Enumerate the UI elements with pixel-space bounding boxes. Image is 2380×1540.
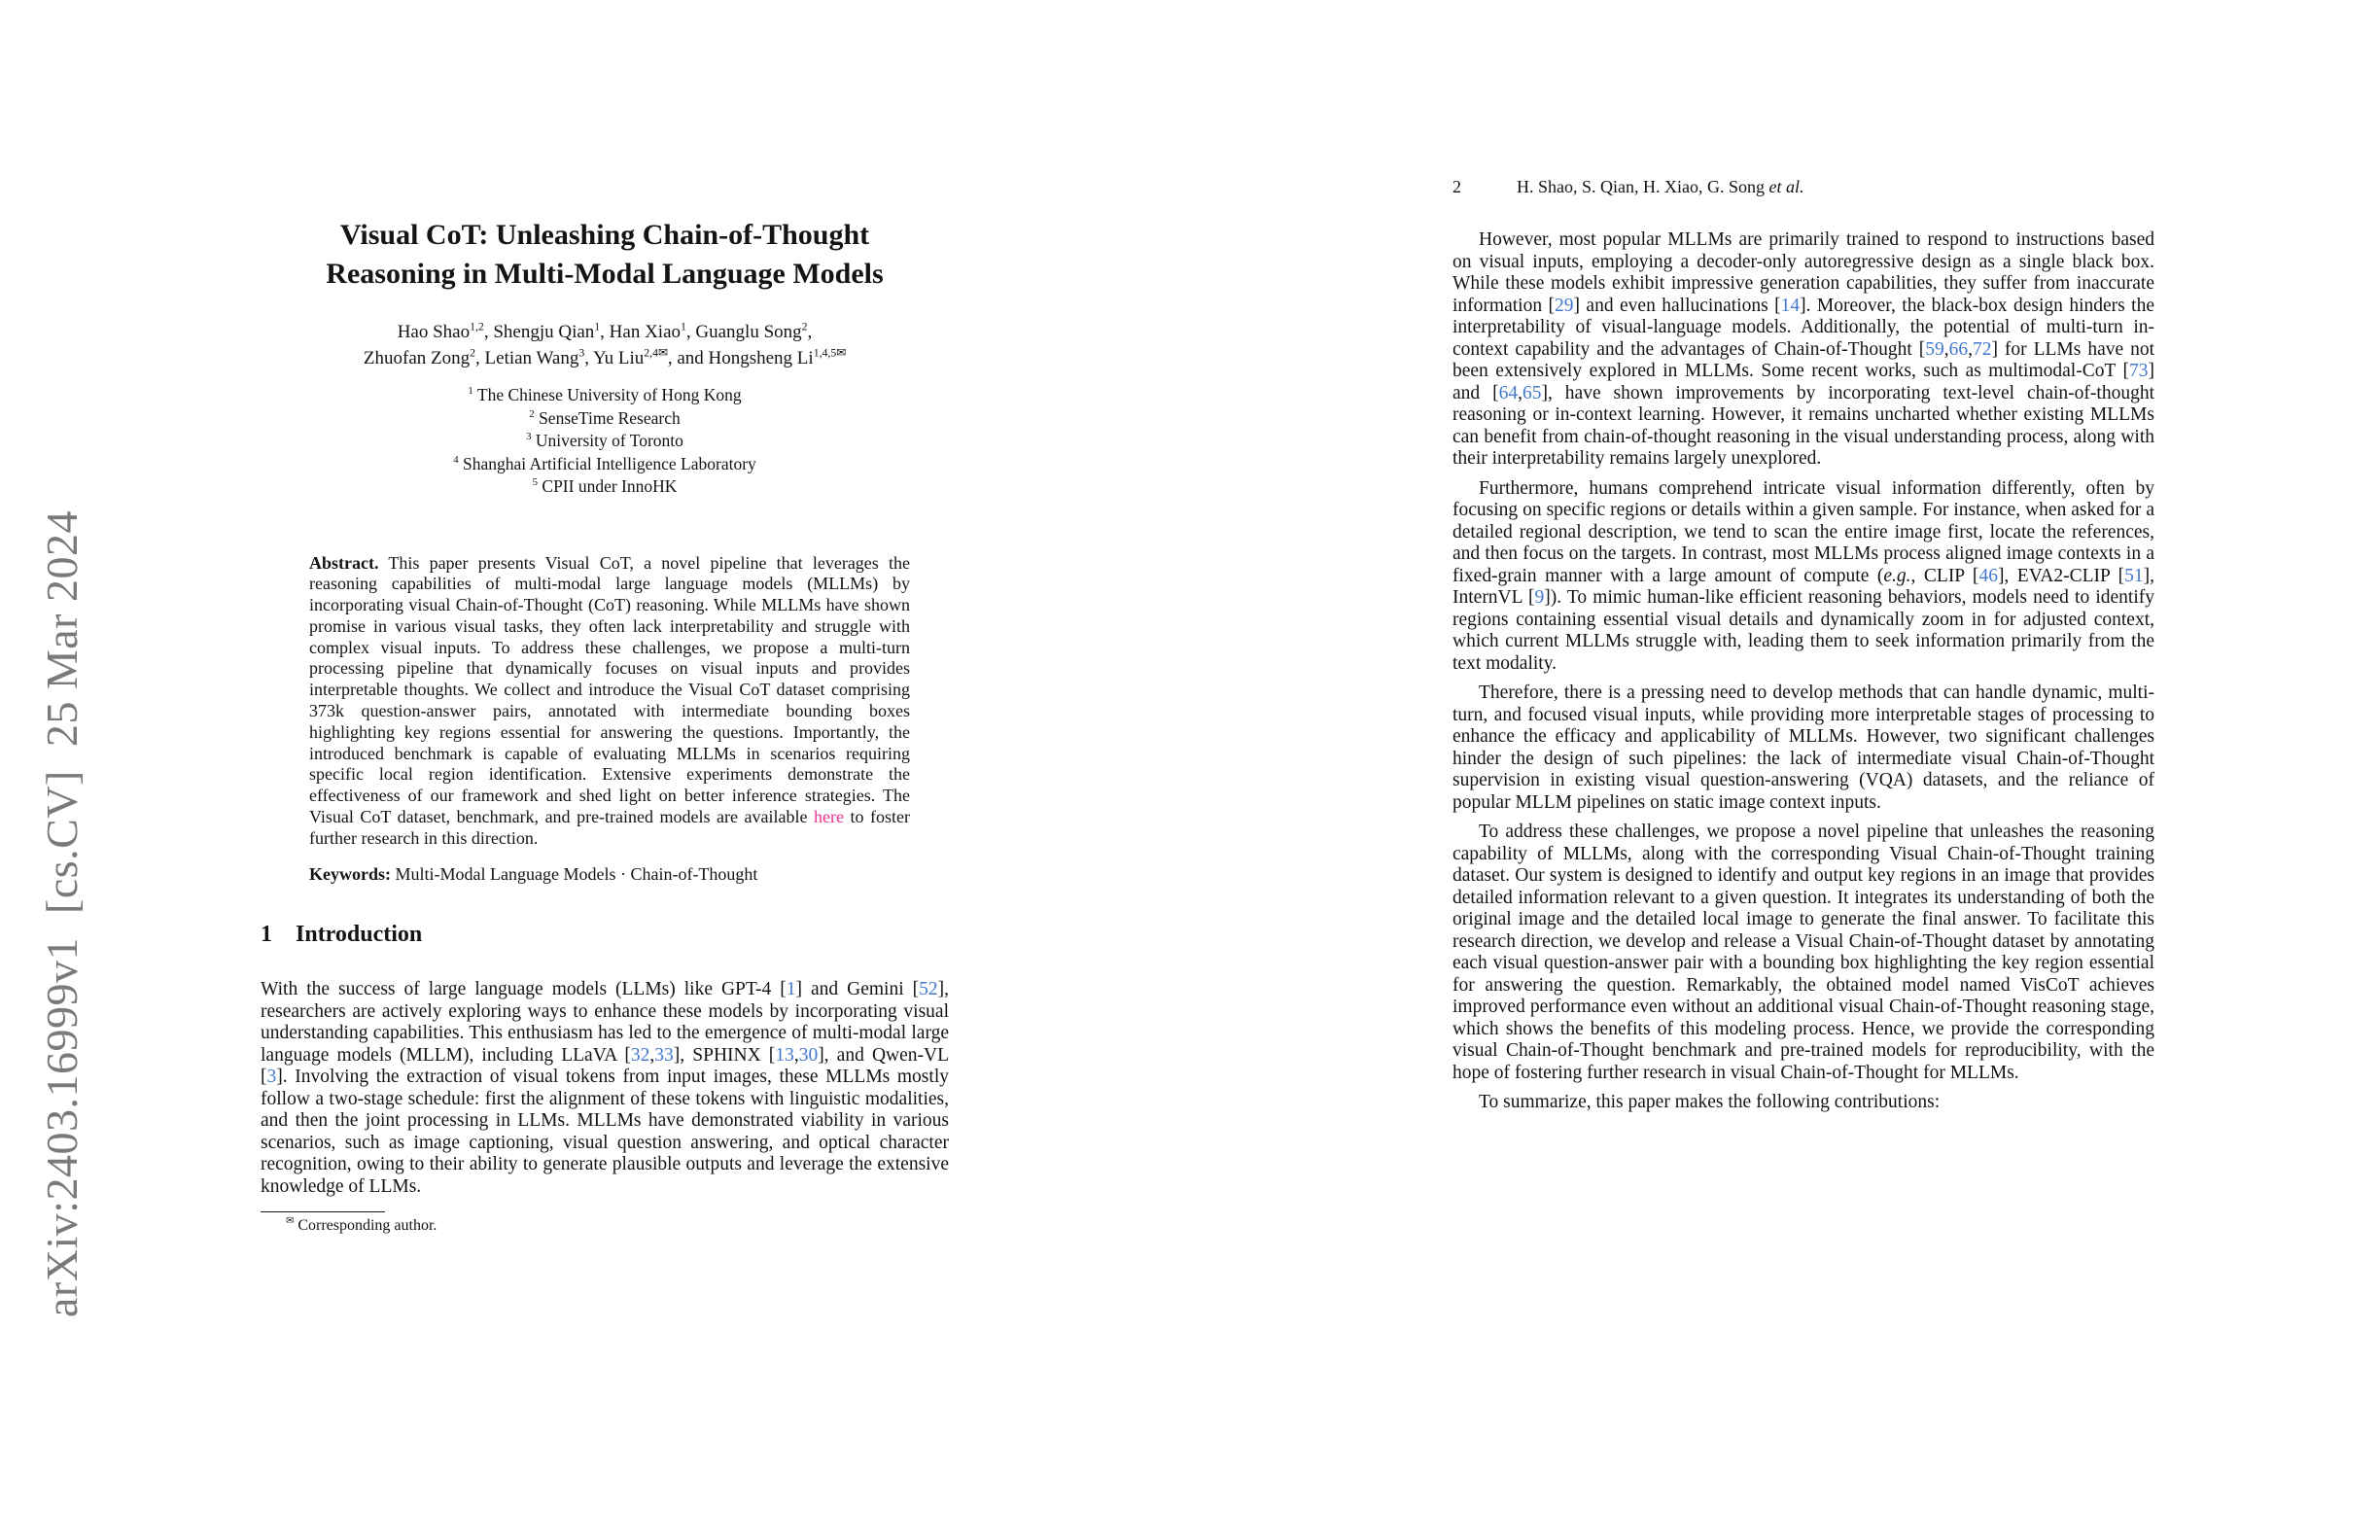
text-run: ], InternVL [ xyxy=(1452,565,2155,608)
text-run: , Yu Liu xyxy=(584,348,645,368)
text-run: , xyxy=(1518,382,1522,403)
paper-title-line-2: Reasoning in Multi-Modal Language Models xyxy=(326,258,884,290)
text-run: 4 xyxy=(453,453,459,466)
text-run: , xyxy=(1968,338,1973,360)
paragraph-3 xyxy=(1452,682,2154,814)
affiliation-block xyxy=(261,384,949,499)
affiliation-2 xyxy=(261,407,949,431)
text-run: , CLIP [ xyxy=(1910,565,1979,586)
page-1 xyxy=(261,0,949,1235)
citation-ref[interactable]: 59 xyxy=(1925,338,1944,360)
citation-ref[interactable]: 30 xyxy=(798,1044,819,1066)
running-title xyxy=(1517,177,1804,197)
page-2 xyxy=(1452,0,2154,1114)
section-heading-introduction xyxy=(261,922,949,948)
citation-ref[interactable]: 9 xyxy=(1534,587,1545,608)
text-run: to foster further research in this direction. xyxy=(309,807,910,848)
affiliation-4 xyxy=(261,453,949,476)
section-title: Introduction xyxy=(296,922,423,948)
text-run: With the success of large language models (LLMs) like GPT-4 [ xyxy=(261,979,787,1000)
text-run: 1,2 xyxy=(470,320,484,333)
paper-title-line-1: Visual CoT: Unleashing Chain-of-Thought xyxy=(339,219,870,251)
citation-ref[interactable]: 14 xyxy=(1780,295,1801,316)
text-run: To address these challenges, we propose a novel pipeline that unleashes the reasoning capability of MLLMs, along with the corresponding Visual Chain-of-Thought training dataset. Our system is designed to identify and output key regions in an image that provides detailed information relevant to a given question. It integrates its understanding of both the original image and the detailed local image to generate the final answer. To facilitate this research direction, we develop and release a Visual Chain-of-Thought dataset by annotating each visual question-answer pair with a bounding box highlighting the key region essential for answering the question. Remarkably, the obtained model named VisCoT achieves improved performance even without an additional visual Chain-of-Thought reasoning stage, which shows the benefits of this modeling process. Hence, we provide the corresponding visual Chain-of-Thought benchmark and pre-trained models for reproducibility, with the hope of fostering further research in visual Chain-of-Thought for MLLMs. xyxy=(1452,822,2154,1083)
text-run: , xyxy=(807,322,813,342)
author-line-2 xyxy=(261,345,949,371)
text-run: , xyxy=(793,1044,799,1066)
text-run: , Letian Wang xyxy=(475,348,579,368)
text-run: 1 xyxy=(681,320,686,333)
citation-ref[interactable]: 33 xyxy=(654,1044,674,1066)
paragraph-2 xyxy=(1452,478,2154,676)
author-line-1 xyxy=(261,319,949,345)
text-run: 2 xyxy=(801,320,808,333)
text-run: ]. Involving the extraction of visual tokens from input images, these MLLMs mostly follow a two-stage schedule: first the alignment of these tokens with linguistic modalities, and then the joint processing in LLMs. MLLMs have demonstrated viability in various scenarios, such as image captioning, visual question answering, and optical character recognition, owing to their ability to generate plausible outputs and leverage the extensive knowledge of LLMs. xyxy=(261,1067,949,1197)
citation-ref[interactable]: 66 xyxy=(1948,338,1969,360)
affiliation-1 xyxy=(261,384,949,407)
arxiv-watermark: arXiv:2403.16999v1 [cs.CV] 25 Mar 2024 xyxy=(37,510,87,1318)
citation-ref[interactable]: 32 xyxy=(630,1044,650,1066)
text-run: 5 xyxy=(532,476,539,489)
text-run: , Shengju Qian xyxy=(483,322,595,342)
text-run: This paper presents Visual CoT, a novel pipeline that leverages the reasoning capabilities of multi-modal large language models (MLLMs) by incorporating visual Chain-of-Thought (CoT) reasoning. While MLLMs have shown promise in various visual tasks, they often lack interpretability and struggle with complex visual inputs. To address these challenges, we propose a multi-turn processing pipeline that dynamically focuses on visual inputs and provides interpretable thoughts. We collect and introduce the Visual CoT dataset comprising 373k question-answer pairs, annotated with intermediate bounding boxes highlighting key regions essential for answering the questions. Importantly, the introduced benchmark is capable of evaluating MLLMs in scenarios requiring specific local region identification. Extensive experiments demonstrate the effectiveness of our framework and shed light on better inference strategies. The Visual CoT dataset, benchmark, and pre-trained models are available xyxy=(309,552,910,827)
text-run: To summarize, this paper makes the following contributions: xyxy=(1479,1092,1941,1112)
paragraph-5 xyxy=(1452,1092,2154,1114)
abstract xyxy=(309,553,910,850)
text-run: ✉ xyxy=(286,1216,295,1228)
text-run: ] and even hallucinations [ xyxy=(1573,295,1781,316)
text-run: ] and Gemini [ xyxy=(795,979,920,1000)
citation-ref[interactable]: 29 xyxy=(1555,295,1574,316)
text-run: Corresponding author. xyxy=(294,1217,438,1235)
text-run: , Guanglu Song xyxy=(685,322,802,342)
text-run: Therefore, there is a pressing need to develop methods that can handle dynamic, multi-turn, and focused visual inputs, while providing more interpretable stages of processing to enhance the efficacy and applicability of MLLMs. However, two significant challenges hinder the design of such pipelines: the lack of intermediate visual Chain-of-Thought supervision in existing visual question-answering (VQA) datasets, and the reliance of popular MLLM pipelines on static image context inputs. xyxy=(1452,682,2154,813)
text-run: ], SPHINX [ xyxy=(673,1044,776,1066)
running-head xyxy=(1452,177,2154,197)
paper-title xyxy=(261,216,949,294)
text-run: , and Hongsheng Li xyxy=(667,348,814,368)
keywords-line xyxy=(309,864,910,886)
text-run: Keywords: xyxy=(309,863,391,884)
text-run: Multi-Modal Language Models · Chain-of-Thought xyxy=(391,863,758,884)
citation-ref[interactable]: 64 xyxy=(1498,382,1519,403)
text-run: 3 xyxy=(526,431,532,443)
text-run: ], and Qwen-VL [ xyxy=(261,1044,950,1088)
text-run: CPII under InnoHK xyxy=(538,476,678,496)
text-run: , xyxy=(649,1044,655,1066)
citation-ref[interactable]: 13 xyxy=(775,1044,794,1066)
text-run: 1 xyxy=(468,385,473,398)
text-run: However, most popular MLLMs are primarily trained to respond to instructions based on visual inputs, employing a decoder-only autoregressive design as a single black box. While these models exhibit impressive generation capabilities, they suffer from inaccurate information [ xyxy=(1452,229,2154,316)
text-run: Shanghai Artificial Intelligence Laboratory xyxy=(458,453,756,473)
text-run: ], EVA2-CLIP [ xyxy=(1997,565,2125,586)
citation-ref[interactable]: 65 xyxy=(1522,382,1542,403)
text-run: ] and [ xyxy=(1452,361,2154,403)
text-run: H. Shao, S. Qian, H. Xiao, G. Song xyxy=(1517,177,1769,196)
text-run: ]). To mimic human-like efficient reasoning behaviors, models need to identify regions containing essential visual details and dynamically zoom in for adjusted context, which current MLLMs struggle with, leading them to seek information primarily from the text modality. xyxy=(1452,587,2154,674)
text-run: ]. Moreover, the black-box design hinders the interpretability of visual-language models. Additionally, the potential of multi-turn in-context capability and the advantages of Chain-of-Thought [ xyxy=(1452,295,2154,360)
text-run: , xyxy=(1943,338,1949,360)
citation-ref[interactable]: 73 xyxy=(2129,361,2149,381)
citation-ref[interactable]: 46 xyxy=(1978,565,1998,586)
paragraph-1 xyxy=(1452,229,2154,471)
text-run: ] for LLMs have not been extensively explored in MLLMs. Some recent works, such as multimodal-CoT [ xyxy=(1452,338,2155,381)
text-run: 1,4,5✉ xyxy=(813,346,847,360)
author-block xyxy=(261,319,949,371)
paragraph-4 xyxy=(1452,822,2154,1084)
project-link[interactable]: here xyxy=(814,807,844,827)
text-run: et al. xyxy=(1768,177,1804,196)
text-run: 2 xyxy=(529,407,535,420)
text-run: 3 xyxy=(578,346,585,360)
affiliation-5 xyxy=(261,475,949,499)
section-number: 1 xyxy=(261,922,272,948)
text-run: , Han Xiao xyxy=(600,322,682,342)
text-run: 2,4✉ xyxy=(644,346,668,360)
text-run: Zhuofan Zong xyxy=(363,348,471,368)
text-run: e.g. xyxy=(1883,565,1911,586)
text-run: Abstract. xyxy=(309,552,379,573)
affiliation-3 xyxy=(261,430,949,453)
text-run: 1 xyxy=(594,320,601,333)
citation-ref[interactable]: 72 xyxy=(1972,338,1992,360)
citation-ref[interactable]: 51 xyxy=(2124,565,2144,586)
intro-paragraph xyxy=(261,979,949,1198)
text-run: SenseTime Research xyxy=(534,407,681,428)
text-run: Furthermore, humans comprehend intricate visual information differently, often by focusing on specific regions or details within a given sample. For instance, when asked for a detailed regional description, we tend to scan the entire image first, locate the references, and then focus on the targets. In contrast, most MLLMs process aligned image contexts in a fixed-grain manner with a large amount of compute ( xyxy=(1452,477,2154,586)
corresponding-author-footnote xyxy=(261,1217,949,1235)
text-run: ], researchers are actively exploring ways to enhance these models by incorporating visual understanding capabilities. This enthusiasm has led to the emergence of multi-modal large language models (MLLM), including LLaVA [ xyxy=(261,979,949,1066)
page-number: 2 xyxy=(1452,177,1461,196)
text-run: Hao Shao xyxy=(397,322,471,342)
text-run: University of Toronto xyxy=(531,431,683,450)
citation-ref[interactable]: 52 xyxy=(919,979,938,1000)
footnote-rule xyxy=(261,1211,385,1212)
citation-ref[interactable]: 3 xyxy=(266,1067,277,1088)
citation-ref[interactable]: 1 xyxy=(786,979,796,1000)
text-run: The Chinese University of Hong Kong xyxy=(472,385,742,404)
text-run: ], have shown improvements by incorporating text-level chain-of-thought reasoning or in-context learning. However, it remains uncharted whether existing MLLMs can benefit from chain-of-thought reasoning in the visual understanding process, along with their interpretability remains largely unexplored. xyxy=(1452,382,2155,469)
text-run: 2 xyxy=(470,346,476,360)
